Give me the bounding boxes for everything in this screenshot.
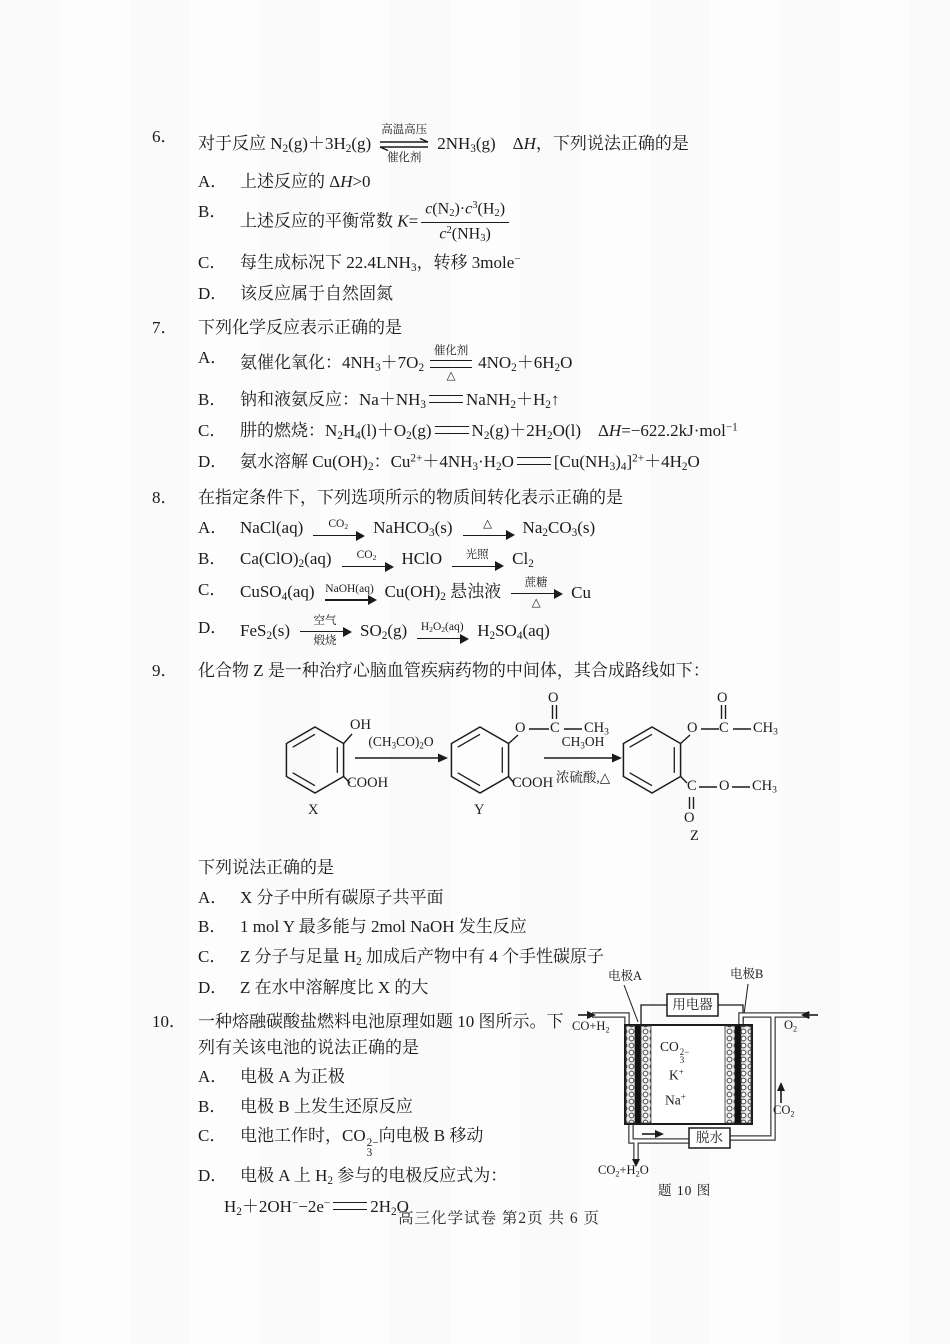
y-ester-o-label: O (515, 720, 526, 737)
z-ester2-c-label: C (687, 778, 697, 795)
y-carboxyl-label: COOH (512, 775, 554, 792)
y-ester-c-label: C (550, 720, 560, 737)
page-footer: 高三化学试卷 第2页 共 6 页 (398, 1210, 601, 1227)
option-10-d: D． 电极 A 上 $H_2$ 参与的电极反应式为： (198, 1166, 508, 1188)
option-8-b: B． $Ca(ClO)_2(aq)$ $CO_2$ HClO 光照 $Cl_2$ (198, 548, 534, 570)
x-carboxyl-label: COOH (347, 775, 389, 792)
question-number: 6． (152, 127, 178, 146)
question-8 (152, 485, 842, 653)
exhaust-label: $CO_2+H_2O$ (598, 1163, 649, 1179)
synthesis-structures-drawing (198, 691, 838, 851)
z-ester2-o-label: O (719, 778, 730, 795)
electrode-a-label: 电极A (608, 969, 643, 983)
dehydrator-box-label: 脱水 (696, 1130, 723, 1145)
step1-reagent-label: $(CH_3CO)_2O$ (368, 734, 434, 751)
question-number: 8． (152, 488, 178, 508)
z-ester-c-label: C (719, 720, 729, 737)
synthesis-route-figure (198, 691, 838, 851)
option-10-b: B． 电极 B 上发生还原反应 (198, 1096, 413, 1116)
option-8-a: A． NaCl(aq) $CO_2$ NaHCO$_3$(s) △ $Na_2CO_3(s)$ (198, 517, 596, 539)
y-carbonyl-o-label: O (548, 690, 559, 707)
sodium-ion-label: Na+ (665, 1092, 686, 1108)
option-6-c: C． 每生成标况下 $22.4LNH_3$，转移 3mole− (198, 252, 521, 274)
fuel-inlet-label: $CO+H_2$ (572, 1019, 610, 1035)
electrode-b-label: 电极B (730, 967, 764, 981)
co2-recycle-label: $CO_2$ (773, 1103, 795, 1119)
question-6 (152, 124, 842, 310)
z-carbonyl2-o-label: O (684, 810, 695, 827)
question-9-lead: 下列说法正确的是 (198, 858, 334, 878)
y-methyl-label: $CH_3$ (584, 720, 609, 738)
compound-y-label: Y (474, 802, 485, 819)
oxygen-inlet-label: $O_2$ (784, 1018, 798, 1034)
carbonate-ion-label: CO 2− 3 (660, 1039, 690, 1066)
step2-reagent-label: $CH_3OH$ (561, 734, 605, 751)
step2-condition-label: 浓硫酸,△ (555, 770, 611, 786)
question-9 (152, 658, 842, 1004)
question-number: 9． (152, 660, 178, 680)
option-10-a: A． 电极 A 为正极 (198, 1067, 345, 1087)
question-number: 10． (152, 1012, 186, 1032)
option-9-d: D． Z 在水中溶解度比 X 的大 (198, 977, 429, 997)
option-8-c: C． CuSO$_4$(aq) NaOH(aq) $Cu(OH)_2$ 悬浊液 蔗糖 △ Cu (198, 576, 591, 610)
compound-x-label: X (308, 802, 319, 819)
question-8-stem: 在指定条件下，下列选项所示的物质间转化表示正确的是 (198, 488, 623, 508)
question-10-stem: 一种熔融碳酸盐燃料电池原理如题 10 图所示。下列有关该电池的说法正确的是 (198, 1012, 564, 1057)
compound-z-label: Z (690, 828, 699, 845)
option-7-c: C． 肼的燃烧：$N_2H_4(l)+O_2(g)$ $N_2(g)+2H_2O(l)$ ΔH=−622.2kJ·mol$^{-1}$ (198, 421, 738, 443)
question-9-stem: 化合物 Z 是一种治疗心脑血管疾病药物的中间体，其合成路线如下： (198, 660, 710, 680)
option-10-d-equation: $H_2+2OH^--2e^-$ $2H_2O$ (224, 1197, 409, 1219)
question-number: 7． (152, 318, 178, 338)
option-6-a: A． 上述反应的 ΔH>0 (198, 172, 371, 192)
option-6-d: D． 该反应属于自然固氮 (198, 283, 393, 303)
x-hydroxyl-label: OH (350, 717, 371, 734)
question-6-stem: 对于反应 $N_2(g)+3H_2(g)$ 高温高压 催化剂 $2NH_3(g)$ ΔH，下列说法正确的是 (198, 124, 689, 165)
figure-caption: 题 10 图 (658, 1183, 712, 1198)
option-8-d: D． FeS$_2$(s) 空气 煅烧 $SO_2(g)$ $H_2O_2(aq)$ $H_2SO_4(aq)$ (198, 614, 550, 648)
option-9-a: A． X 分子中所有碳原子共平面 (198, 887, 444, 907)
option-7-a: A． 氨催化氧化：$4NH_3+7O_2$ 催化剂 △ $4NO_2+6H_2O$ (198, 344, 573, 382)
question-7-stem: 下列化学反应表示正确的是 (198, 318, 402, 338)
z-methyl2-label: $CH_3$ (752, 778, 777, 796)
question-7 (152, 315, 842, 480)
z-ester-o-label: O (687, 720, 698, 737)
z-carbonyl-o-label: O (717, 690, 728, 707)
option-7-d: D． 氨水溶解 $Cu(OH)_2$：$Cu^{2+}+4NH_3\cdot H_2O$ $[Cu(NH_3)_4]^{2+}+4H_2O$ (198, 452, 700, 474)
z-methyl-label: $CH_3$ (753, 720, 778, 738)
option-9-b: B． 1 mol Y 最多能与 2mol NaOH 发生反应 (198, 917, 527, 937)
fuel-cell-figure (572, 958, 820, 1210)
option-7-b: B． 钠和液氨反应：$Na+NH_3$ $NaNH_2+H_2↑$ (198, 390, 560, 412)
potassium-ion-label: K+ (669, 1067, 684, 1083)
load-box-label: 用电器 (672, 997, 713, 1012)
option-10-c: C． 电池工作时，CO 2− 3 向电极 B 移动 (198, 1126, 484, 1160)
option-6-b: B． 上述反应的平衡常数 K= $\frac{c(N_2)\cdot c^3(H_2)}{c^2(NH_3)}$ (198, 199, 842, 246)
option-9-c: C． Z 分子与足量 $H_2$ 加成后产物中有 4 个手性碳原子 (198, 946, 605, 968)
